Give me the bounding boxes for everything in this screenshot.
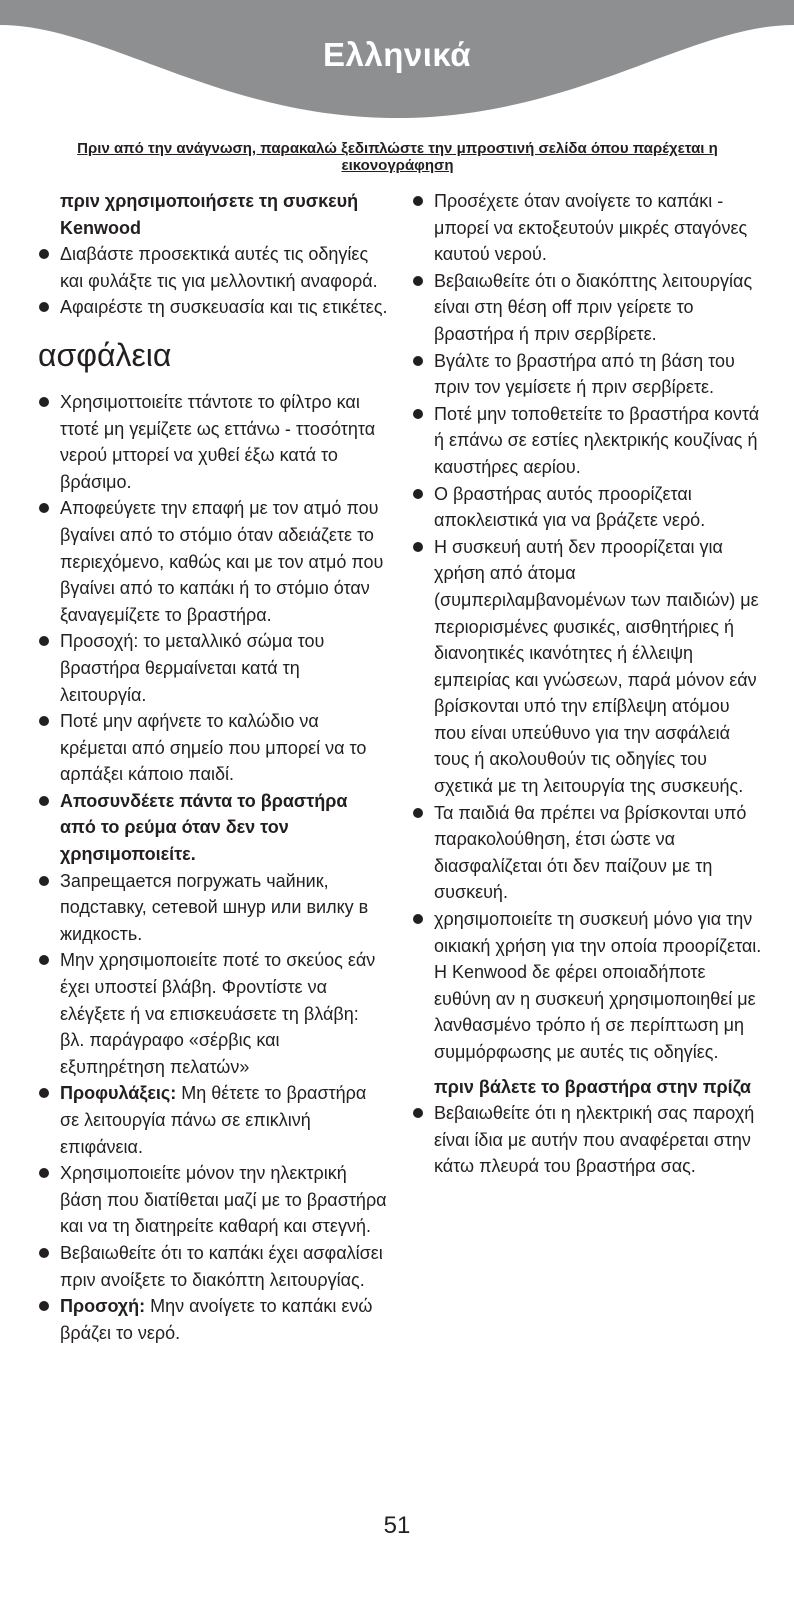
list-item: Προσοχή: το μεταλλικό σώμα του βραστήρα θερμαίνεται κατά τη λειτουργία. — [38, 628, 388, 708]
list-item: Διαβάστε προσεκτικά αυτές τις οδηγίες και φυλάξτε τις για μελλοντική αναφορά. — [38, 241, 388, 294]
before-plugging-heading: πριν βάλετε το βραστήρα στην πρίζα — [434, 1076, 751, 1097]
list-item: Η συσκευή αυτή δεν προορίζεται για χρήση από άτομα (συμπεριλαμβανομένων των παιδιών) με περιορισμένες φυσικές, αισθητήριες ή διανοητικές ικανότητες ή έλλειψη εμπειρίας και γνώσεων, παρά μόνον εάν βρίσκονται υπό την επίβλεψη ατόμου που είναι υπεύθυνο για την ασφάλειά τους ή ακολουθούν τις οδηγίες του σχετικά με τη λειτουργία της συσκευής. — [412, 534, 762, 800]
language-title: Ελληνικά — [323, 36, 471, 73]
before-use-heading: πριν χρησιμοποιήσετε τη συσκευή Kenwood — [60, 191, 359, 238]
list-item: Запрещается погружать чайник, подставку, сетевой шнур или вилку в жидкость. — [38, 868, 388, 948]
safety-list-part-1 — [38, 389, 388, 1346]
unfold-instruction: Πριν από την ανάγνωση, παρακαλώ ξεδιπλώστε την μπροστινή σελίδα όπου παρέχεται η εικονογράφηση — [77, 140, 718, 174]
list-item: Χρησιμοποιείτε μόνον την ηλεκτρική βάση που διατίθεται μαζί με το βραστήρα και να τη διατηρείτε καθαρή και στεγνή. — [38, 1160, 388, 1240]
list-item: Χρησιμοττοιείτε ττάντοτε το φίλτρο και ττοτέ μη γεμίζετε ως εττάνω - ττοσότητα νερού μττορεί να χυθεί έξω κατά το βράσιμο. — [38, 389, 388, 495]
list-item: χρησιμοποιείτε τη συσκευή μόνο για την οικιακή χρήση για την οποία προορίζεται. Η Kenwood δε φέρει οποιαδήποτε ευθύνη αν η συσκευή χρησιμοποιηθεί με λανθασμένο τρόπο ή σε περίπτωση μη συμμόρφωσης με αυτές τις οδηγίες. — [412, 906, 762, 1066]
list-item: Προσοχή: Μην ανοίγετε το καπάκι ενώ βράζει το νερό. — [38, 1293, 388, 1346]
list-item: Αποσυνδέετε πάντα το βραστήρα από το ρεύμα όταν δεν τον χρησιμοποιείτε. — [38, 788, 388, 868]
list-item: Ποτέ μην τοποθετείτε το βραστήρα κοντά ή επάνω σε εστίες ηλεκτρικής κουζίνας ή καυστήρες αερίου. — [412, 401, 762, 481]
list-item: Βεβαιωθείτε ότι το καπάκι έχει ασφαλίσει πριν ανοίξετε το διακόπτη λειτουργίας. — [38, 1240, 388, 1293]
left-column — [38, 188, 388, 1346]
list-item: Βγάλτε το βραστήρα από τη βάση του πριν τον γεμίσετε ή πριν σερβίρετε. — [412, 348, 762, 401]
page-number: 51 — [383, 1512, 411, 1539]
list-item: Τα παιδιά θα πρέπει να βρίσκονται υπό παρακολούθηση, έτσι ώστε να διασφαλίζεται ότι δεν παίζουν με τη συσκευή. — [412, 800, 762, 906]
before-use-list — [38, 241, 388, 321]
list-item: Βεβαιωθείτε ότι ο διακόπτης λειτουργίας είναι στη θέση off πριν γείρετε το βραστήρα ή πριν σερβίρετε. — [412, 268, 762, 348]
list-item: Αποφεύγετε την επαφή με τον ατμό που βγαίνει από το στόμιο όταν αδειάζετε το περιεχόμενο, καθώς και με τον ατμό που βγαίνει από το καπάκι ή το στόμιο όταν ξαναγεμίζετε το βραστήρα. — [38, 495, 388, 628]
list-item: Ποτέ μην αφήνετε το καλώδιο να κρέμεται από σημείο που μπορεί να το αρπάξει κάποιο παιδί. — [38, 708, 388, 788]
list-item: Προφυλάξεις: Μη θέτετε το βραστήρα σε λειτουργία πάνω σε επικλινή επιφάνεια. — [38, 1080, 388, 1160]
safety-section-title: ασφάλεια — [38, 336, 172, 373]
list-item: Ο βραστήρας αυτός προορίζεται αποκλειστικά για να βράζετε νερό. — [412, 481, 762, 534]
before-plugging-list — [412, 1100, 762, 1180]
list-item: Μην χρησιμοποιείτε ποτέ το σκεύος εάν έχει υποστεί βλάβη. Φροντίστε να ελέγξετε ή να επισκευάσετε τη βλάβη: βλ. παράγραφο «σέρβις και εξυπηρέτηση πελατών» — [38, 947, 388, 1080]
list-item: Προσέχετε όταν ανοίγετε το καπάκι - μπορεί να εκτοξευτούν μικρές σταγόνες καυτού νερού. — [412, 188, 762, 268]
list-item: Βεβαιωθείτε ότι η ηλεκτρική σας παροχή είναι ίδια με αυτήν που αναφέρεται στην κάτω πλευρά του βραστήρα σας. — [412, 1100, 762, 1180]
list-item: Αφαιρέστε τη συσκευασία και τις ετικέτες. — [38, 294, 388, 321]
right-column — [412, 188, 762, 1180]
safety-list-part-2 — [412, 188, 762, 1066]
